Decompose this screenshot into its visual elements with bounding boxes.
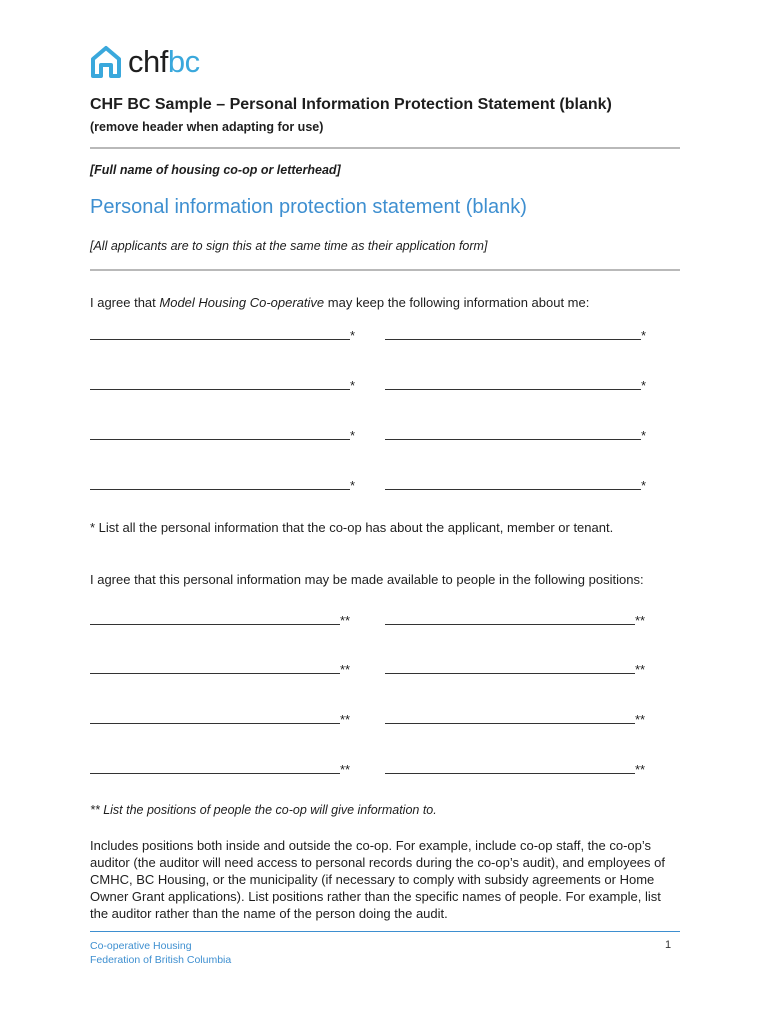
position-field[interactable]: ** — [385, 661, 645, 678]
info-field[interactable]: * — [385, 427, 646, 444]
info-field[interactable]: * — [385, 327, 646, 344]
letterhead-placeholder: [Full name of housing co-op or letterhead] — [90, 163, 341, 177]
info-footnote: * List all the personal information that the co-op has about the applicant, member or tenant. — [90, 520, 614, 535]
position-field[interactable]: ** — [90, 711, 350, 728]
logo-wordmark: chfbc — [128, 44, 200, 79]
info-field[interactable]: * — [90, 427, 355, 444]
chfbc-logo — [90, 44, 200, 80]
position-field[interactable]: ** — [385, 711, 645, 728]
position-field[interactable]: ** — [385, 612, 645, 629]
info-field[interactable]: * — [90, 477, 355, 494]
header-subtitle: (remove header when adapting for use) — [90, 120, 324, 134]
signing-instruction: [All applicants are to sign this at the same time as their application form] — [90, 239, 488, 253]
position-field[interactable]: ** — [90, 661, 350, 678]
position-field[interactable]: ** — [90, 761, 350, 778]
agree-share-statement: I agree that this personal information may be made available to people in the following positions: — [90, 572, 644, 587]
divider — [90, 147, 680, 149]
includes-paragraph: Includes positions both inside and outside the co-op. For example, include co-op staff, the co-op’s auditor (the auditor will need access to personal records during the co-op’s audit), and employees of CMHC, BC Housing, or the municipality (if necessary to comply with subsidy agreements or Home Owner Grant applications). List positions rather than the specific names of people. For example, list the auditor rather than the name of the person doing the audit. — [90, 838, 665, 921]
footer-divider — [90, 931, 680, 932]
info-field[interactable]: * — [385, 477, 646, 494]
divider — [90, 269, 680, 271]
info-field[interactable]: * — [385, 377, 646, 394]
header-title: CHF BC Sample – Personal Information Protection Statement (blank) — [90, 96, 612, 113]
agree-keep-statement: I agree that Model Housing Co-operative may keep the following information about me: — [90, 295, 590, 310]
position-field[interactable]: ** — [90, 612, 350, 629]
document-title: Personal information protection statement (blank) — [90, 196, 527, 218]
coop-name: Model Housing Co-operative — [159, 295, 325, 310]
page-number: 1 — [665, 939, 672, 951]
position-footnote: ** List the positions of people the co-op will give information to. — [90, 803, 437, 817]
house-icon — [90, 45, 122, 79]
info-field[interactable]: * — [90, 327, 355, 344]
info-field[interactable]: * — [90, 377, 355, 394]
position-field[interactable]: ** — [385, 761, 645, 778]
footer-organization: Co-operative Housing Federation of British Columbia — [90, 940, 232, 966]
